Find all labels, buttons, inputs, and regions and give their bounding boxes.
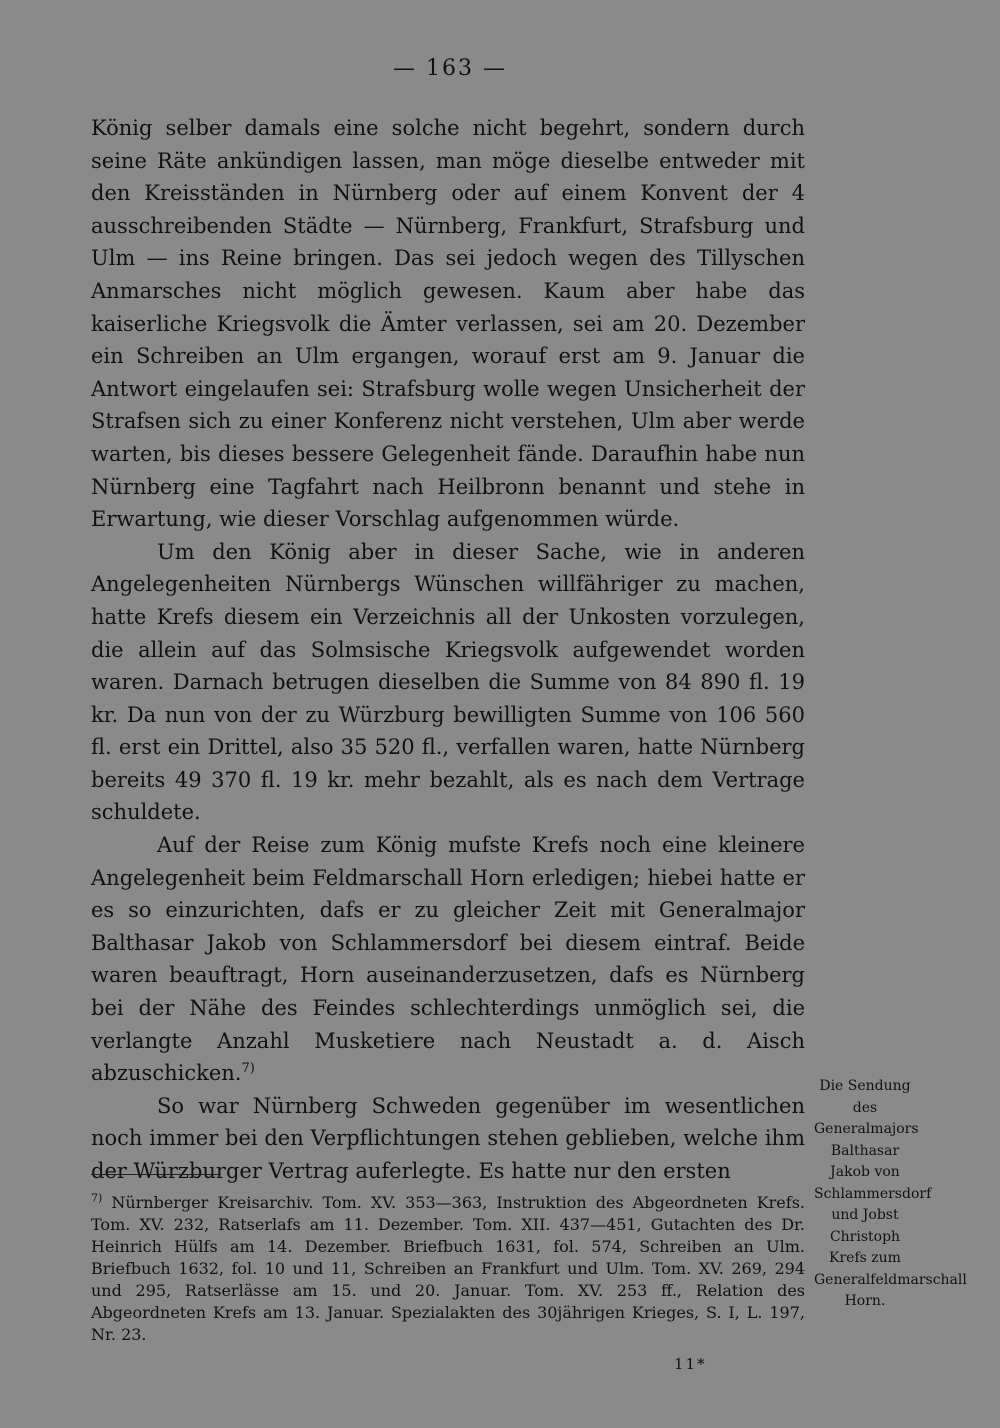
signature-mark: 11* (674, 1355, 707, 1373)
paragraph: Um den König aber in dieser Sache, wie in anderen Angelegenheiten Nürnbergs Wünschen willfähriger zu machen, hatte Krefs diesem ein Verzeichnis all der Unkosten vorzulegen, die allein auf das Solmsische Kriegsvolk aufgewendet worden waren. Darnach betrugen dieselben die Summe von 84 890 fl. 19 kr. Da nun von der zu Würzburg bewilligten Summe von 106 560 fl. erst ein Drittel, also 35 520 fl., verfallen waren, hatte Nürnberg bereits 49 370 fl. 19 kr. mehr bezahlt, als es nach dem Vertrage schuldete. (91, 539, 805, 825)
footnote (91, 1192, 805, 1346)
paragraph-with-footnote (91, 829, 805, 1090)
main-text (91, 112, 805, 1188)
footnote-reference[interactable]: 7) (241, 1061, 255, 1077)
footnote-separator (91, 1174, 221, 1175)
paragraph: So war Nürnberg Schweden gegenüber im wesentlichen noch immer bei den Verpflichtungen stehen geblieben, welche ihm der Würzburger Vertrag auferlegte. Es hatte nur den ersten (91, 1093, 805, 1183)
footnote-text: Nürnberger Kreisarchiv. Tom. XV. 353—363, Instruktion des Abgeordneten Krefs. Tom. XV. 232, Ratserlafs am 11. Dezember. Tom. XII. 437—451, Gutachten des Dr. Heinrich Hülfs am 14. Dezember. Briefbuch 1631, fol. 574, Schreiben an Ulm. Briefbuch 1632, fol. 10 und 11, Schreiben an Frankfurt und Ulm. Tom. XV. 269, 294 und 295, Ratserlässe am 15. und 20. Januar. Tom. XV. 253 ff., Relation des Abgeordneten Krefs am 13. Januar. Spezialakten des 30jährigen Krieges, S. I, L. 197, Nr. 23. (91, 1193, 805, 1344)
paragraph: König selber damals eine solche nicht begehrt, sondern durch seine Räte ankündigen lassen, man möge dieselbe entweder mit den Kreisständen in Nürnberg oder auf einem Konvent der 4 ausschreibenden Städte — Nürnberg, Frankfurt, Strafsburg und Ulm — ins Reine bringen. Das sei jedoch wegen des Tillyschen Anmarsches nicht möglich gewesen. Kaum aber habe das kaiserliche Kriegsvolk die Ämter verlassen, sei am 20. Dezember ein Schreiben an Ulm ergangen, worauf erst am 9. Januar die Antwort eingelaufen sei: Strafsburg wolle wegen Unsicherheit der Strafsen sich zu einer Konferenz nicht verstehen, Ulm aber werde warten, bis dieses bessere Gelegenheit fände. Daraufhin habe nun Nürnberg eine Tagfahrt nach Heilbronn benannt und stehe in Erwartung, wie dieser Vorschlag aufgenommen würde. (91, 116, 805, 532)
marginal-note: Die Sendung des Generalmajors Balthasar Jakob von Schlammersdorf und Jobst Christoph Krefs zum Generalfeldmarschall Horn. (814, 1078, 967, 1309)
footnote-mark: 7) (91, 1191, 103, 1205)
paragraph-text: Auf der Reise zum König mufste Krefs noch eine kleinere Angelegenheit beim Feldmarschall Horn erledigen; hiebei hatte er es so einzurichten, dafs er zu gleicher Zeit mit Generalmajor Balthasar Jakob von Schlammersdorf bei diesem eintraf. Beide waren beauftragt, Horn auseinanderzusetzen, dafs es Nürnberg bei der Nähe des Feindes schlechterdings unmöglich sei, die verlangte Anzahl Musketiere nach Neustadt a. d. Aisch abzuschicken. (91, 833, 805, 1086)
page-number: — 163 — (393, 56, 507, 81)
